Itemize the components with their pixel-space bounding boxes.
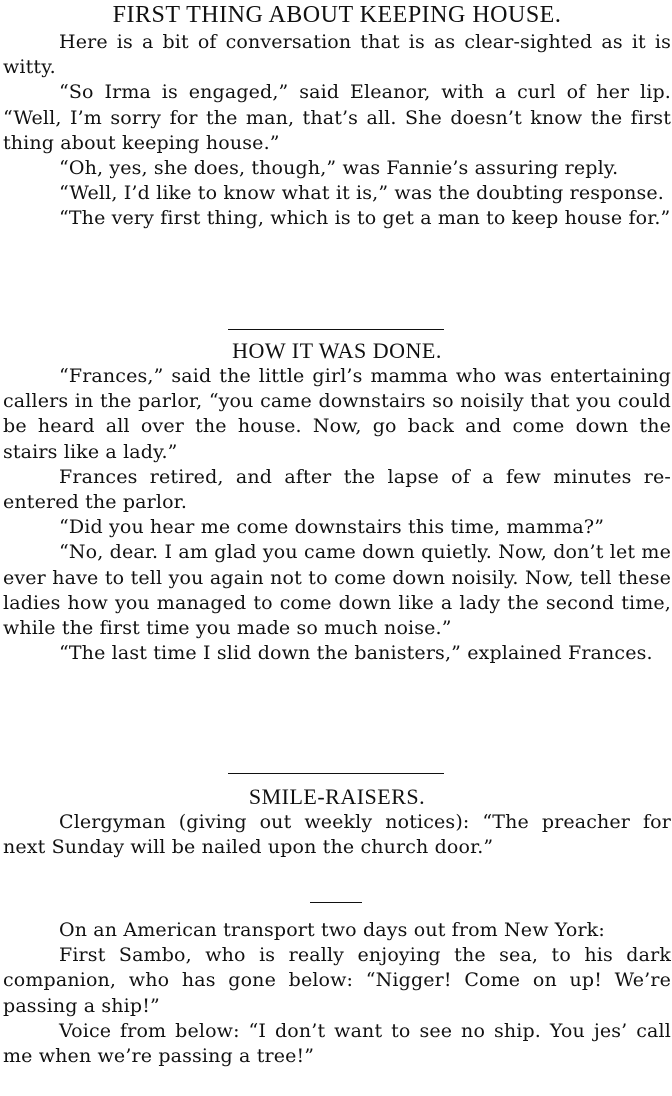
article-heading: SMILE-RAISERS. [248, 784, 426, 809]
article-paragraph: “Well, I’d like to know what it is,” was the doubting response. [59, 182, 664, 205]
article-paragraph: “Oh, yes, she does, though,” was Fannie’s assuring reply. [59, 157, 619, 180]
section-divider [0, 329, 672, 330]
article-paragraph: “Did you hear me come downstairs this time, mamma?” [59, 516, 605, 539]
article-first-thing-about-keeping-house [3, 0, 671, 232]
section-divider [0, 773, 672, 774]
article-paragraph: First Sambo, who is really enjoying the sea, to his dark companion, who has gone below: “Nigger! Come on up! We’re passing a ship!” [3, 944, 671, 1017]
section-divider [0, 902, 672, 903]
article-paragraph: “The very first thing, which is to get a man to keep house for.” [59, 207, 671, 230]
article-paragraph: “No, dear. I am glad you came down quietly. Now, don’t let me ever have to tell you again not to come down noisily. Now, tell these ladies how you managed to come down like a lady the second time, while the first time you made so much noise.” [3, 541, 671, 640]
article-paragraph: “Frances,” said the little girl’s mamma who was entertaining callers in the parlor, “you came downstairs so noisily that you could be heard all over the house. Now, go back and come down the stairs like a lady.” [3, 365, 671, 463]
article-transport-anecdote [3, 912, 671, 1069]
article-heading: FIRST THING ABOUT KEEPING HOUSE. [112, 2, 562, 28]
article-heading: HOW IT WAS DONE. [232, 338, 442, 363]
article-paragraph: Voice from below: “I don’t want to see no ship. You jes’ call me when we’re passing a tree!” [3, 1019, 671, 1068]
article-paragraph: Frances retired, and after the lapse of a few minutes re-entered the parlor. [3, 465, 671, 514]
article-paragraph: Clergyman (giving out weekly notices): “The preacher for next Sunday will be nailed upon the church door.” [3, 811, 671, 859]
article-paragraph: “So Irma is engaged,” said Eleanor, with a curl of her lip. “Well, I’m sorry for the man, that’s all. She doesn’t know the first thing about keeping house.” [3, 81, 671, 154]
article-smile-raisers [3, 784, 671, 860]
article-paragraph: Here is a bit of conversation that is as clear-sighted as it is witty. [3, 31, 671, 79]
article-paragraph: On an American transport two days out from New York: [59, 919, 605, 941]
article-paragraph: “The last time I slid down the banisters,” explained Frances. [59, 642, 653, 665]
article-how-it-was-done [3, 338, 671, 666]
